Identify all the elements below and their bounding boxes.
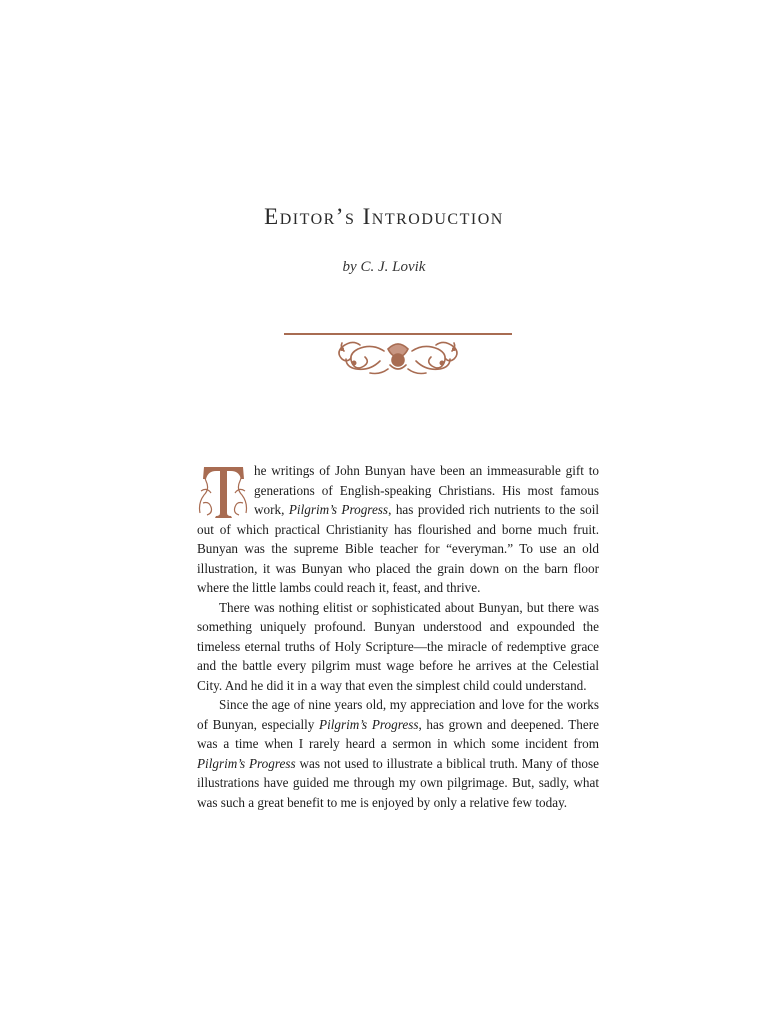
chapter-title: Editor’s Introduction [264, 204, 504, 229]
author-byline: by C. J. Lovik [342, 259, 426, 275]
paragraph-1: he writings of John Bunyan have been an immeasurable gift to generations of English-speaking Christians. His most famous work, Pilgrim’s Progress, has provided rich nutrients to the soil out of which practical Christianity has flourished and borne much fruit. Bunyan was the supreme Bible teacher for “everyman.” To use an old illustration, it was Bunyan who placed the grain down on the barn floor where the little lambs could reach it, feast, and thrive. [197, 463, 600, 595]
paragraph-3: Since the age of nine years old, my appreciation and love for the works of Bunyan, especially Pilgrim’s Progress, has grown and deepened. There was a time when I rarely heard a sermon in which some incident from Pilgrim’s Progress was not used to illustrate a biblical truth. Many of those illustrations have guided me through my own pilgrimage. But, sadly, what was such a great benefit to me is enjoyed by only a relative few today. [197, 697, 600, 810]
floral-scroll-ornament-icon [284, 329, 512, 377]
paragraph-2: There was nothing elitist or sophisticated about Bunyan, but there was something uniquely profound. Bunyan understood and expounded the timeless eternal truths of Holy Scripture—the miracle of redemptive grace and the battle every pilgrim must wage before he arrives at the Celestial City. And he did it in a way that even the simplest child could understand. [197, 599, 599, 693]
introduction-body [197, 461, 599, 812]
ornamental-drop-cap-T-icon [197, 463, 250, 519]
